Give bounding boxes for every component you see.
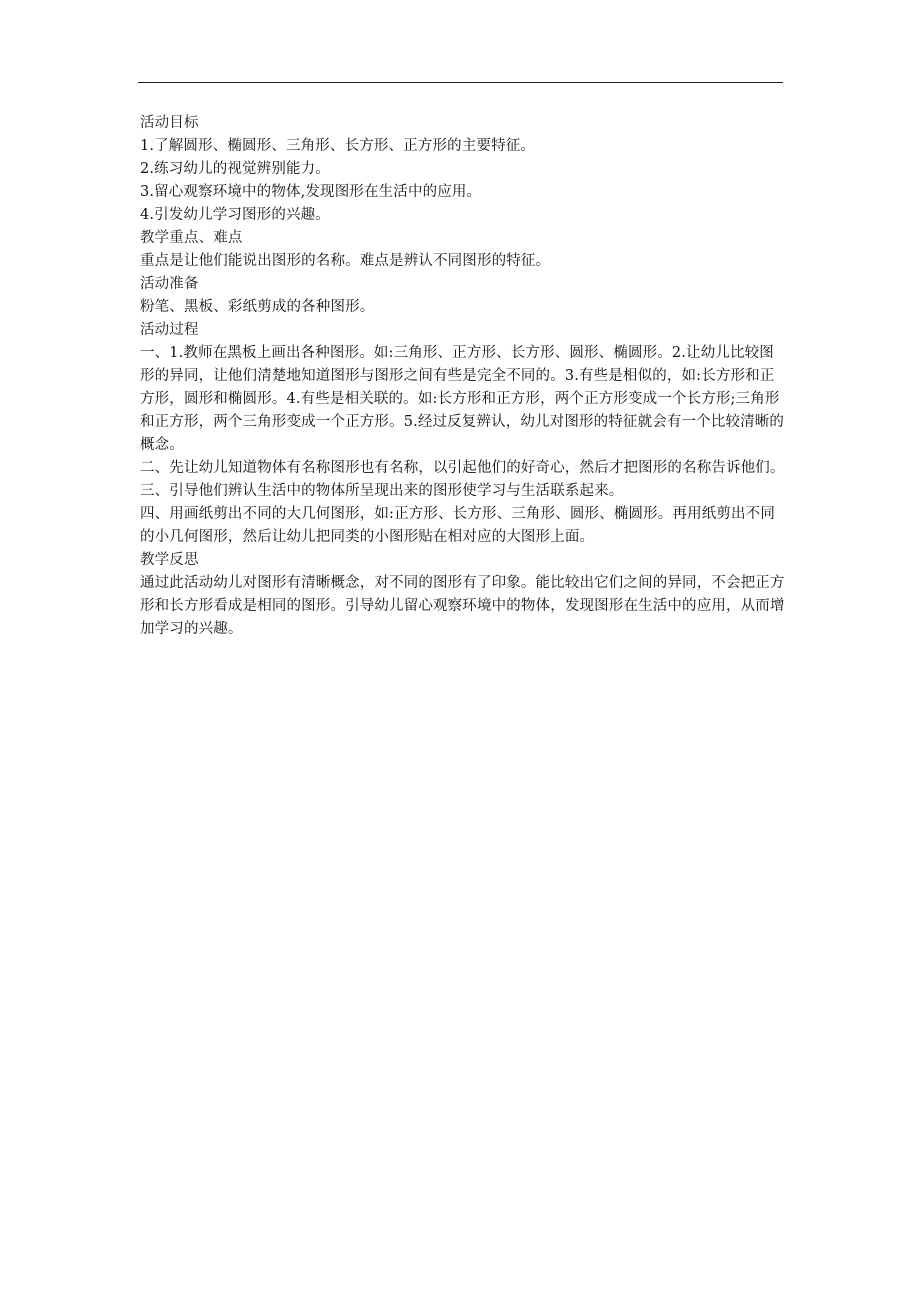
header-rule (138, 82, 783, 83)
goal-item-2: 2.练习幼儿的视觉辨别能力。 (140, 161, 330, 177)
reflection-paragraph: 通过此活动幼儿对图形有清晰概念，对不同的图形有了印象。能比较出它们之间的异同，不会把正方形和长方形看成是相同的图形。引导幼儿留心观察环境中的物体，发现图形在生活中的应用，从而增加学习的兴趣。 (140, 575, 785, 637)
section-heading-process: 活动过程 (140, 322, 199, 338)
section-heading-preparation: 活动准备 (140, 276, 199, 292)
section-heading-reflection: 教学反思 (140, 552, 199, 568)
section-heading-key-points: 教学重点、难点 (140, 230, 243, 246)
goal-item-1: 1.了解圆形、椭圆形、三角形、长方形、正方形的主要特征。 (140, 138, 536, 154)
key-points-paragraph: 重点是让他们能说出图形的名称。难点是辨认不同图形的特征。 (140, 253, 551, 269)
preparation-paragraph: 粉笔、黑板、彩纸剪成的各种图形。 (140, 299, 375, 315)
process-step-1: 一、1.教师在黑板上画出各种图形。如:三角形、正方形、长方形、圆形、椭圆形。2.让幼儿比较图形的异同，让他们清楚地知道图形与图形之间有些是完全不同的。3.有些是相似的，如:长方形和正方形，圆形和椭圆形。4.有些是相关联的。如:长方形和正方形，两个正方形变成一个长方形;三角形和正方形，两个三角形变成一个正方形。5.经过反复辨认，幼儿对图形的特征就会有一个比较清晰的概念。 (140, 345, 785, 453)
section-heading-goals: 活动目标 (140, 115, 199, 131)
process-step-2: 二、先让幼儿知道物体有名称图形也有名称，以引起他们的好奇心，然后才把图形的名称告诉他们。 (140, 460, 785, 476)
goal-item-4: 4.引发幼儿学习图形的兴趣。 (140, 207, 330, 223)
goal-item-3: 3.留心观察环境中的物体,发现图形在生活中的应用。 (140, 184, 482, 200)
process-step-3: 三、引导他们辨认生活中的物体所呈现出来的图形使学习与生活联系起来。 (140, 483, 624, 499)
document-body (140, 112, 786, 641)
process-step-4: 四、用画纸剪出不同的大几何图形，如:正方形、长方形、三角形、圆形、椭圆形。再用纸剪出不同的小几何图形，然后让幼儿把同类的小图形贴在相对应的大图形上面。 (140, 506, 775, 545)
